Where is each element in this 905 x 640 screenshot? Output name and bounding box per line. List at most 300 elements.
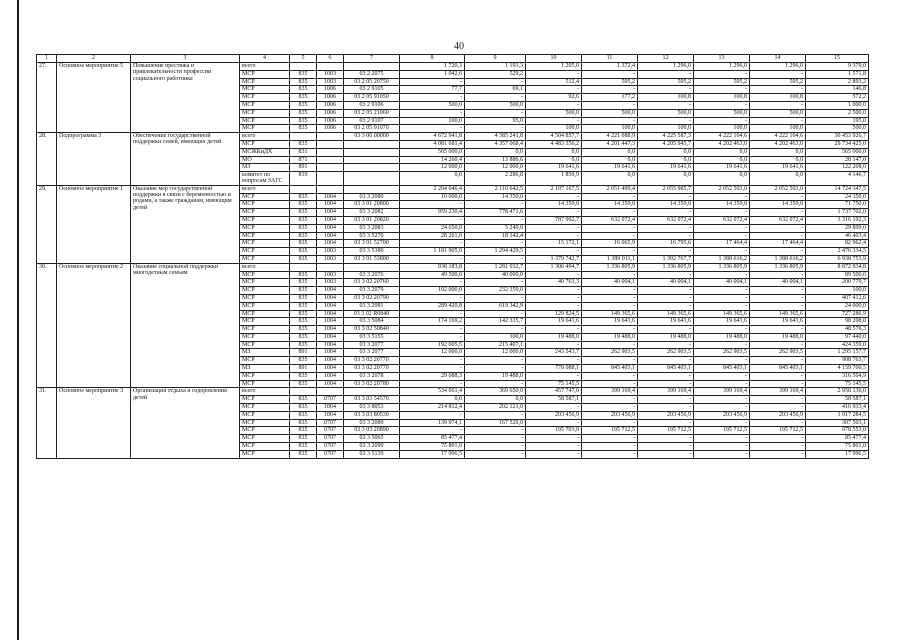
- value-cell: 529,2: [465, 70, 526, 78]
- value-cell: -: [526, 117, 582, 125]
- value-cell: -: [400, 279, 465, 287]
- executor-cell: МСР: [240, 302, 290, 310]
- value-cell: -: [582, 294, 638, 302]
- value-cell: -: [750, 357, 806, 365]
- value-cell: 835: [290, 216, 317, 224]
- value-cell: 1 294 429,5: [465, 248, 526, 256]
- value-cell: 619 342,9: [465, 302, 526, 310]
- executor-cell: МЗ: [240, 365, 290, 373]
- program-name-cell: Основное мероприятие 1: [57, 185, 131, 263]
- value-cell: 512,4: [526, 78, 582, 86]
- value-cell: 1006: [317, 101, 344, 109]
- value-cell: -: [638, 435, 694, 443]
- table-row: [37, 63, 869, 71]
- value-cell: 03 3 01 53800: [344, 255, 400, 263]
- value-cell: 167 529,0: [465, 419, 526, 427]
- program-description-cell: Обеспечение государственной поддержки семей, имеющих детей: [131, 133, 240, 186]
- executor-cell: МСР: [240, 271, 290, 279]
- value-cell: 29 734 425,0: [806, 140, 869, 148]
- value-cell: 835: [290, 279, 317, 287]
- value-cell: 24 650,0: [400, 224, 465, 232]
- value-cell: 1003: [317, 78, 344, 86]
- value-cell: 95,0: [465, 117, 526, 125]
- value-cell: 0,0: [694, 172, 750, 186]
- value-cell: 4 201 447,3: [582, 140, 638, 148]
- value-cell: -: [638, 326, 694, 334]
- column-number-cell: 9: [465, 55, 526, 63]
- value-cell: -: [400, 125, 465, 133]
- value-cell: 19 641,6: [582, 318, 638, 326]
- value-cell: -: [750, 232, 806, 240]
- value-cell: 03 3 01 52700: [344, 240, 400, 248]
- value-cell: -: [694, 372, 750, 380]
- value-cell: -: [638, 380, 694, 388]
- value-cell: -: [750, 396, 806, 404]
- value-cell: 1003: [317, 271, 344, 279]
- executor-cell: МСР: [240, 78, 290, 86]
- value-cell: -: [750, 248, 806, 256]
- value-cell: -: [400, 427, 465, 435]
- value-cell: 24 350,0: [806, 193, 869, 201]
- value-cell: -: [526, 248, 582, 256]
- value-cell: -: [750, 193, 806, 201]
- value-cell: 0,0: [638, 148, 694, 156]
- value-cell: [344, 140, 400, 148]
- value-cell: 835: [290, 101, 317, 109]
- value-cell: 1 181 905,0: [400, 248, 465, 256]
- value-cell: 12 000,0: [465, 349, 526, 357]
- value-cell: -: [582, 326, 638, 334]
- value-cell: 69,1: [465, 86, 526, 94]
- value-cell: -: [582, 101, 638, 109]
- value-cell: -: [582, 357, 638, 365]
- value-cell: -: [582, 435, 638, 443]
- value-cell: 12 000,0: [465, 164, 526, 172]
- value-cell: 1006: [317, 117, 344, 125]
- value-cell: 845 403,1: [582, 365, 638, 373]
- executor-cell: МСР: [240, 450, 290, 458]
- value-cell: 1 336 805,9: [582, 263, 638, 271]
- value-cell: 835: [290, 435, 317, 443]
- value-cell: 19 641,6: [750, 318, 806, 326]
- program-name-cell: Подпрограмма 3: [57, 133, 131, 186]
- value-cell: 1004: [317, 404, 344, 412]
- program-description-cell: Повышение престижа и привлекательности профессии социального работника: [131, 63, 240, 133]
- value-cell: -: [400, 109, 465, 117]
- executor-cell: МСР: [240, 318, 290, 326]
- value-cell: 1 372,4: [582, 63, 638, 71]
- value-cell: -: [526, 326, 582, 334]
- value-cell: -: [465, 125, 526, 133]
- value-cell: -: [750, 450, 806, 458]
- value-cell: -: [694, 404, 750, 412]
- value-cell: -: [526, 232, 582, 240]
- value-cell: 19 488,0: [526, 333, 582, 341]
- executor-cell: МСР: [240, 86, 290, 94]
- value-cell: 0,0: [750, 156, 806, 164]
- program-description-cell: Оказание мер государственной поддержки в связи с беременностью и родами, а также гражданам, имеющим детей: [131, 185, 240, 263]
- value-cell: 1004: [317, 318, 344, 326]
- value-cell: [344, 148, 400, 156]
- executor-cell: МСР: [240, 279, 290, 287]
- value-cell: 4 357 068,4: [465, 140, 526, 148]
- value-cell: -: [582, 224, 638, 232]
- value-cell: 399 169,4: [638, 388, 694, 396]
- value-cell: [317, 140, 344, 148]
- value-cell: 142 335,7: [465, 318, 526, 326]
- value-cell: 835: [290, 357, 317, 365]
- value-cell: 2 893,2: [806, 78, 869, 86]
- value-cell: 632 072,4: [582, 216, 638, 224]
- value-cell: 15 172,1: [526, 240, 582, 248]
- value-cell: -: [750, 419, 806, 427]
- value-cell: 1004: [317, 287, 344, 295]
- value-cell: 835: [290, 240, 317, 248]
- value-cell: 500,0: [806, 125, 869, 133]
- value-cell: 778 088,1: [526, 365, 582, 373]
- executor-cell: МСР: [240, 248, 290, 256]
- value-cell: -: [465, 435, 526, 443]
- value-cell: 149 365,6: [750, 310, 806, 318]
- value-cell: -: [582, 450, 638, 458]
- value-cell: 24 000,0: [806, 302, 869, 310]
- value-cell: -: [694, 419, 750, 427]
- value-cell: 14 350,0: [694, 201, 750, 209]
- value-cell: -: [694, 341, 750, 349]
- value-cell: 03 3 01 20800: [344, 201, 400, 209]
- value-cell: 1 205,0: [526, 63, 582, 71]
- value-cell: 835: [290, 372, 317, 380]
- value-cell: 1004: [317, 349, 344, 357]
- value-cell: -: [694, 396, 750, 404]
- value-cell: 262 903,5: [582, 349, 638, 357]
- value-cell: 192 005,5: [400, 341, 465, 349]
- value-cell: -: [526, 70, 582, 78]
- value-cell: 289 420,8: [400, 302, 465, 310]
- value-cell: 1004: [317, 333, 344, 341]
- value-cell: [290, 63, 317, 71]
- value-cell: 17 996,5: [806, 450, 869, 458]
- value-cell: 1004: [317, 201, 344, 209]
- value-cell: 122 208,0: [806, 164, 869, 172]
- executor-cell: МСР: [240, 209, 290, 217]
- value-cell: 595,2: [694, 78, 750, 86]
- value-cell: -: [582, 271, 638, 279]
- value-cell: 835: [290, 94, 317, 102]
- value-cell: 14 724 347,5: [806, 185, 869, 193]
- value-cell: 399 169,4: [582, 388, 638, 396]
- value-cell: 4 385 241,8: [465, 133, 526, 141]
- value-cell: -: [465, 216, 526, 224]
- value-cell: -: [750, 70, 806, 78]
- value-cell: -: [638, 209, 694, 217]
- value-cell: 195,0: [806, 117, 869, 125]
- value-cell: -: [694, 326, 750, 334]
- value-cell: [317, 133, 344, 141]
- value-cell: 03 3 02 50840: [344, 326, 400, 334]
- value-cell: 1004: [317, 365, 344, 373]
- value-cell: [290, 263, 317, 271]
- value-cell: 891: [290, 349, 317, 357]
- value-cell: 835: [290, 450, 317, 458]
- value-cell: 19 641,6: [694, 164, 750, 172]
- value-cell: -: [526, 341, 582, 349]
- value-cell: [317, 388, 344, 396]
- value-cell: -: [694, 294, 750, 302]
- value-cell: [344, 263, 400, 271]
- value-cell: 12 000,0: [400, 164, 465, 172]
- executor-cell: МСР: [240, 201, 290, 209]
- value-cell: 19 488,0: [694, 333, 750, 341]
- value-cell: -: [638, 287, 694, 295]
- value-cell: [317, 164, 344, 172]
- table-row: [37, 388, 869, 396]
- value-cell: 262 903,5: [638, 349, 694, 357]
- value-cell: -: [582, 232, 638, 240]
- value-cell: 845 403,1: [638, 365, 694, 373]
- value-cell: 19 641,6: [694, 318, 750, 326]
- executor-cell: МСР: [240, 435, 290, 443]
- value-cell: -: [638, 396, 694, 404]
- value-cell: 100,8: [750, 94, 806, 102]
- value-cell: [344, 388, 400, 396]
- value-cell: 75 801,0: [400, 443, 465, 451]
- value-cell: 1 000,0: [806, 101, 869, 109]
- value-cell: 98 208,0: [806, 318, 869, 326]
- executor-cell: МСР: [240, 396, 290, 404]
- value-cell: 174 169,2: [400, 318, 465, 326]
- value-cell: -: [526, 404, 582, 412]
- value-cell: 978 553,0: [806, 427, 869, 435]
- value-cell: 0,0: [750, 172, 806, 186]
- value-cell: 203 456,9: [638, 411, 694, 419]
- value-cell: -: [638, 302, 694, 310]
- value-cell: 6 938 753,9: [806, 255, 869, 263]
- value-cell: 100,0: [806, 287, 869, 295]
- value-cell: 03 3 2090: [344, 443, 400, 451]
- value-cell: -: [750, 101, 806, 109]
- executor-cell: МСЖКиДХ: [240, 148, 290, 156]
- value-cell: -: [638, 450, 694, 458]
- value-cell: 03 3 5139: [344, 450, 400, 458]
- value-cell: 845 403,1: [750, 365, 806, 373]
- value-cell: 0,0: [400, 396, 465, 404]
- value-cell: 19 641,6: [638, 164, 694, 172]
- value-cell: 0,0: [526, 156, 582, 164]
- value-cell: -: [638, 404, 694, 412]
- value-cell: 0,0: [582, 148, 638, 156]
- value-cell: [344, 156, 400, 164]
- value-cell: 1006: [317, 125, 344, 133]
- value-cell: 565 000,0: [806, 148, 869, 156]
- value-cell: 14 350,0: [582, 201, 638, 209]
- column-number-cell: 4: [240, 55, 290, 63]
- value-cell: -: [400, 365, 465, 373]
- value-cell: -: [526, 435, 582, 443]
- value-cell: 500,0: [465, 101, 526, 109]
- value-cell: [290, 388, 317, 396]
- value-cell: 632 072,4: [638, 216, 694, 224]
- value-cell: 1004: [317, 216, 344, 224]
- executor-cell: МСР: [240, 70, 290, 78]
- value-cell: 03 2 05 91070: [344, 125, 400, 133]
- value-cell: -: [638, 193, 694, 201]
- value-cell: 1 295 157,7: [806, 349, 869, 357]
- value-cell: -: [638, 357, 694, 365]
- value-cell: 195 712,5: [694, 427, 750, 435]
- executor-cell: МЗ: [240, 349, 290, 357]
- value-cell: 19 641,6: [638, 318, 694, 326]
- value-cell: -: [638, 101, 694, 109]
- value-cell: 1 389 011,1: [582, 255, 638, 263]
- value-cell: 632 072,4: [694, 216, 750, 224]
- value-cell: 17 996,5: [400, 450, 465, 458]
- value-cell: 232 359,0: [465, 287, 526, 295]
- value-cell: -: [582, 287, 638, 295]
- value-cell: 100,0: [638, 125, 694, 133]
- value-cell: 835: [290, 411, 317, 419]
- value-cell: 77,7: [400, 86, 465, 94]
- column-number-cell: 11: [582, 55, 638, 63]
- value-cell: 1003: [317, 255, 344, 263]
- value-cell: 871: [290, 156, 317, 164]
- value-cell: -: [582, 193, 638, 201]
- value-cell: 891: [290, 164, 317, 172]
- value-cell: 12 000,0: [400, 349, 465, 357]
- column-number-cell: 1: [37, 55, 57, 63]
- value-cell: 100,8: [694, 94, 750, 102]
- value-cell: 03 2 2075: [344, 70, 400, 78]
- table-row: [37, 263, 869, 271]
- value-cell: 3 316 192,3: [806, 216, 869, 224]
- value-cell: 14 260,4: [400, 156, 465, 164]
- value-cell: 565 000,0: [400, 148, 465, 156]
- value-cell: 29 899,0: [806, 224, 869, 232]
- value-cell: [317, 263, 344, 271]
- value-cell: -: [638, 86, 694, 94]
- value-cell: 0707: [317, 435, 344, 443]
- value-cell: 200 779,7: [806, 279, 869, 287]
- value-cell: -: [694, 209, 750, 217]
- value-cell: 195 712,5: [750, 427, 806, 435]
- value-cell: -: [526, 101, 582, 109]
- value-cell: 0,0: [582, 156, 638, 164]
- value-cell: -: [582, 86, 638, 94]
- value-cell: -: [400, 326, 465, 334]
- value-cell: 4 202 463,0: [750, 140, 806, 148]
- value-cell: [317, 156, 344, 164]
- page-number: 40: [454, 41, 464, 52]
- executor-cell: МСР: [240, 326, 290, 334]
- value-cell: -: [400, 201, 465, 209]
- value-cell: 1004: [317, 224, 344, 232]
- value-cell: 262 903,5: [750, 349, 806, 357]
- value-cell: 4 504 857,7: [526, 133, 582, 141]
- value-cell: 369 650,0: [465, 388, 526, 396]
- value-cell: 03 3 2078: [344, 372, 400, 380]
- executor-cell: комитет по вопросам ЗАГС: [240, 172, 290, 186]
- value-cell: [317, 185, 344, 193]
- value-cell: -: [400, 240, 465, 248]
- value-cell: 1006: [317, 109, 344, 117]
- value-cell: 1006: [317, 94, 344, 102]
- value-cell: [344, 164, 400, 172]
- program-name-cell: Основное мероприятие 3: [57, 388, 131, 458]
- value-cell: 40 004,1: [582, 279, 638, 287]
- value-cell: 2 204 046,4: [400, 185, 465, 193]
- value-cell: 0,0: [526, 148, 582, 156]
- value-cell: 1004: [317, 341, 344, 349]
- value-cell: 1004: [317, 240, 344, 248]
- executor-cell: МЗ: [240, 164, 290, 172]
- value-cell: [344, 185, 400, 193]
- executor-cell: МСР: [240, 94, 290, 102]
- value-cell: -: [526, 450, 582, 458]
- value-cell: 85 477,4: [806, 435, 869, 443]
- value-cell: 0,0: [694, 148, 750, 156]
- value-cell: -: [750, 287, 806, 295]
- executor-cell: всего: [240, 388, 290, 396]
- value-cell: -: [694, 380, 750, 388]
- column-number-cell: 8: [400, 55, 465, 63]
- value-cell: 03 3 00 00000: [344, 133, 400, 141]
- executor-cell: МСР: [240, 216, 290, 224]
- value-cell: -: [465, 240, 526, 248]
- executor-cell: всего: [240, 63, 290, 71]
- value-cell: -: [694, 117, 750, 125]
- value-cell: -: [750, 86, 806, 94]
- value-cell: -: [400, 357, 465, 365]
- value-cell: 03 3 2079: [344, 287, 400, 295]
- value-cell: 891: [290, 365, 317, 373]
- row-number-cell: 28.: [37, 133, 57, 186]
- value-cell: -: [526, 224, 582, 232]
- value-cell: -: [638, 248, 694, 256]
- program-name-cell: Основное мероприятие 5: [57, 63, 131, 133]
- value-cell: -: [694, 224, 750, 232]
- value-cell: 1003: [317, 279, 344, 287]
- value-cell: -: [582, 419, 638, 427]
- executor-cell: МО: [240, 156, 290, 164]
- value-cell: 500,0: [582, 109, 638, 117]
- value-cell: 835: [290, 255, 317, 263]
- value-cell: 58 587,1: [526, 396, 582, 404]
- column-number-cell: 12: [638, 55, 694, 63]
- program-name-cell: Основное мероприятие 2: [57, 263, 131, 388]
- row-number-cell: 27.: [37, 63, 57, 133]
- value-cell: 203 456,9: [694, 411, 750, 419]
- value-cell: 2 055 985,7: [638, 185, 694, 193]
- value-cell: 0707: [317, 450, 344, 458]
- value-cell: 13 886,6: [465, 156, 526, 164]
- value-cell: 14 350,0: [750, 201, 806, 209]
- value-cell: -: [582, 302, 638, 310]
- column-number-cell: 7: [344, 55, 400, 63]
- value-cell: -: [465, 109, 526, 117]
- value-cell: -: [750, 443, 806, 451]
- value-cell: 97 440,0: [806, 333, 869, 341]
- value-cell: 19 641,6: [526, 318, 582, 326]
- value-cell: 1 336 805,9: [750, 263, 806, 271]
- value-cell: 0707: [317, 419, 344, 427]
- executor-cell: МСР: [240, 240, 290, 248]
- value-cell: -: [694, 101, 750, 109]
- value-cell: 03 3 5065: [344, 435, 400, 443]
- value-cell: 03 3 02 20770: [344, 357, 400, 365]
- executor-cell: МСР: [240, 287, 290, 295]
- value-cell: -: [638, 70, 694, 78]
- value-cell: 192 000,0: [400, 287, 465, 295]
